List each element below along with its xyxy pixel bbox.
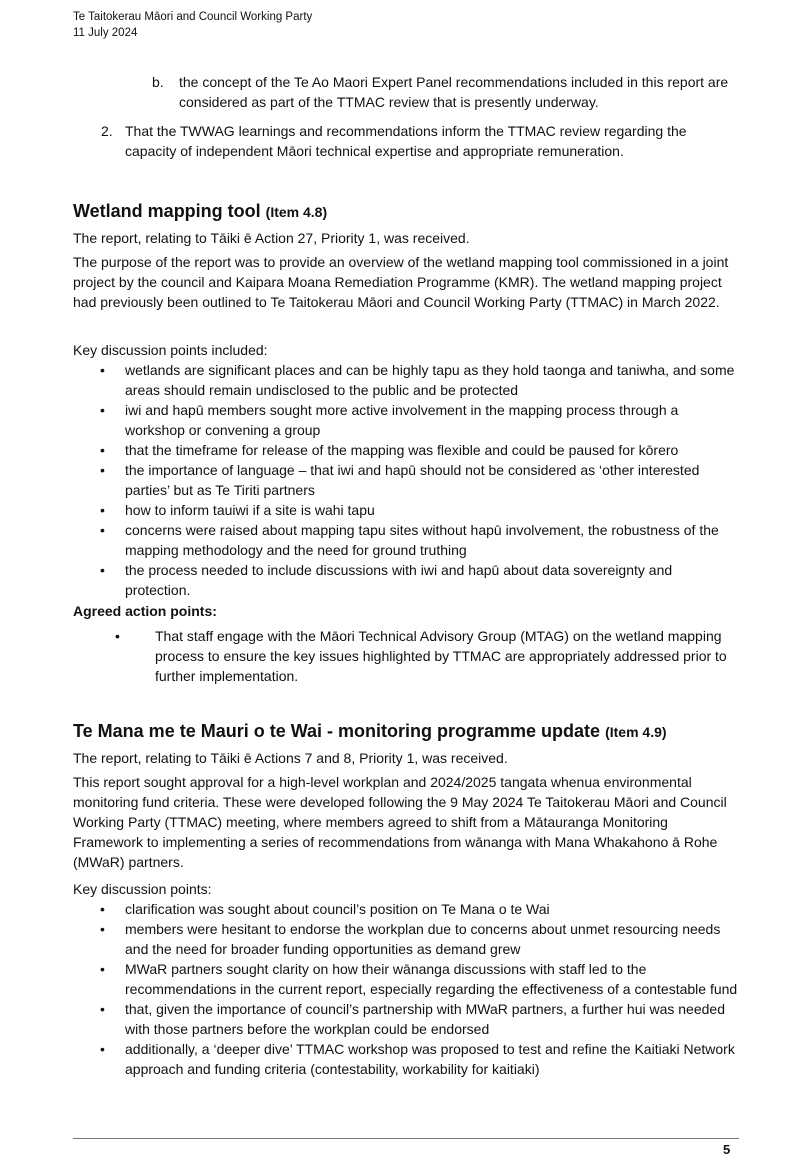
list-item-text: iwi and hapū members sought more active involvement in the mapping process through a workshop or convening a group [125,402,679,438]
bullet-icon: • [100,961,105,977]
bullet-icon: • [115,628,120,644]
received-statement: The report, relating to Tāiki ē Actions 7 and 8, Priority 1, was received. [73,750,508,766]
list-item [73,460,739,500]
list-item-text: clarification was sought about council’s position on Te Mana o te Wai [125,901,550,917]
list-item-text: additionally, a ‘deeper dive’ TTMAC workshop was proposed to test and refine the Kaitiaki Network approach and funding criteria (contestability, workability for kaitiaki) [125,1041,735,1077]
action-points-list [73,626,739,686]
list-item-text: concerns were raised about mapping tapu sites without hapū involvement, the robustness of the mapping methodology and the need for ground truthing [125,522,719,558]
list-item-text: the importance of language – that iwi and hapū should not be considered as ‘other interested parties’ but as Te Tiriti partners [125,462,700,498]
list-item [73,520,739,560]
bullet-icon: • [100,362,105,378]
key-points-list [73,899,739,1079]
list-item [73,1039,739,1079]
list-item [73,626,739,686]
recommendation-text: the concept of the Te Ao Maori Expert Panel recommendations included in this report are considered as part of the TTMAC review that is presently underway. [179,74,729,110]
section-heading-monitoring [73,720,667,743]
bullet-icon: • [100,1001,105,1017]
received-statement: The report, relating to Tāiki ē Action 27, Priority 1, was received. [73,230,470,246]
list-item [73,959,739,999]
bullet-icon: • [100,921,105,937]
list-item [73,500,739,520]
header-date: 11 July 2024 [73,27,138,39]
list-item-text: that the timeframe for release of the mapping was flexible and could be paused for kōrero [125,442,679,458]
header-title: Te Taitokerau Māori and Council Working Party [73,11,313,23]
list-marker: 2. [101,123,113,139]
item-reference: (Item 4.8) [265,204,328,220]
bullet-icon: • [100,562,105,578]
list-item [73,899,739,919]
bullet-icon: • [100,1041,105,1057]
list-item-text: That staff engage with the Māori Technical Advisory Group (MTAG) on the wetland mapping process to ensure the key issues highlighted by TTMAC are appropriately addressed prior to further implementation. [155,628,727,684]
bullet-icon: • [100,402,105,418]
list-item [73,360,739,400]
section-title: Wetland mapping tool [73,201,261,221]
list-marker: b. [152,74,164,90]
key-points-label: Key discussion points: [73,881,212,897]
page-number: 5 [723,1142,731,1157]
bullet-icon: • [100,901,105,917]
list-item [73,400,739,440]
section-heading-wetland [73,200,327,223]
list-item [73,560,739,600]
key-points-list [73,360,739,600]
item-reference: (Item 4.9) [605,724,667,740]
list-item-text: members were hesitant to endorse the workplan due to concerns about unmet resourcing needs and the need for broader funding opportunities as demand grew [125,921,721,957]
bullet-icon: • [100,462,105,478]
list-item-text: that, given the importance of council’s partnership with MWaR partners, a further hui was needed with those partners before the workplan could be endorsed [125,1001,725,1037]
purpose-paragraph: This report sought approval for a high-level workplan and 2024/2025 tangata whenua environmental monitoring fund criteria. These were developed following the 9 May 2024 Te Taitokerau Māori and Council Working Party (TTMAC) meeting, where members agreed to shift from a Mātauranga Monitoring Framework to implementing a series of recommendations from wānanga with Mana Whakahono ā Rohe (MWaR) partners. [73,774,727,870]
bullet-icon: • [100,442,105,458]
recommendation-sub-b [152,72,742,112]
bullet-icon: • [100,502,105,518]
agreed-actions-label: Agreed action points: [73,603,217,619]
recommendation-text: That the TWWAG learnings and recommendations inform the TTMAC review regarding the capacity of independent Māori technical expertise and appropriate remuneration. [125,123,687,159]
bullet-icon: • [100,522,105,538]
list-item-text: how to inform tauiwi if a site is wahi tapu [125,502,375,518]
list-item-text: wetlands are significant places and can be highly tapu as they hold taonga and taniwha, and some areas should remain undisclosed to the public and be protected [125,362,735,398]
list-item-text: MWaR partners sought clarity on how their wānanga discussions with staff led to the recommendations in the current report, especially regarding the effectiveness of a contestable fund [125,961,738,997]
list-item-text: the process needed to include discussions with iwi and hapū about data sovereignty and protection. [125,562,673,598]
purpose-paragraph: The purpose of the report was to provide an overview of the wetland mapping tool commissioned in a joint project by the council and Kaipara Moana Remediation Programme (KMR). The wetland mapping project had previously been outlined to Te Taitokerau Māori and Council Working Party (TTMAC) in March 2022. [73,254,729,310]
page-header [73,9,312,41]
list-item [73,440,739,460]
key-points-label: Key discussion points included: [73,342,268,358]
list-item [73,919,739,959]
section-title: Te Mana me te Mauri o te Wai - monitoring programme update [73,721,601,741]
list-item [73,999,739,1039]
recommendation-2 [101,121,741,161]
footer-rule [73,1138,739,1139]
